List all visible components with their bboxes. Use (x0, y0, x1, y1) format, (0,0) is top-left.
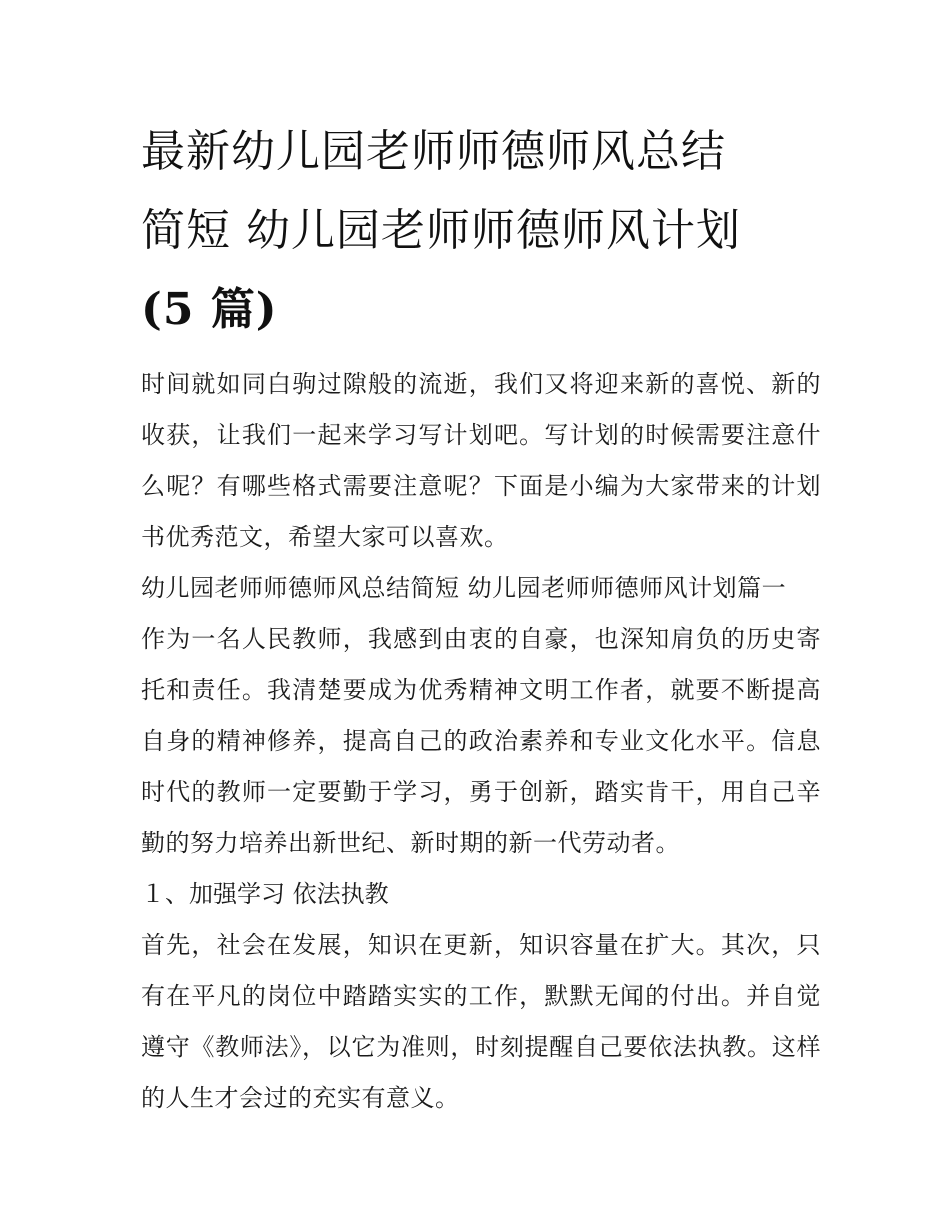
subheading: １、加强学习 依法执教 (141, 880, 389, 908)
document-title (141, 112, 821, 349)
section-title: 幼儿园老师师德师风总结简短 幼儿园老师师德师风计划篇一 (141, 574, 787, 602)
title-line-2: 简短 幼儿园老师师德师风计划 (141, 205, 741, 256)
title-line-1: 最新幼儿园老师师德师风总结 (141, 126, 726, 177)
intro-paragraph: 时间就如同白驹过隙般的流逝，我们又将迎来新的喜悦、新的收获，让我们一起来学习写计划吧。写计划的时候需要注意什么呢？有哪些格式需要注意呢？下面是小编为大家带来的计划书优秀范文，希望大家可以喜欢。 (141, 370, 821, 551)
title-line-3: (5 篇) (141, 284, 278, 335)
body-paragraph-1: 作为一名人民教师，我感到由衷的自豪，也深知肩负的历史寄托和责任。我清楚要成为优秀精神文明工作者，就要不断提高自身的精神修养，提高自己的政治素养和专业文化水平。信息时代的教师一定要勤于学习，勇于创新，踏实肯干，用自己辛勤的努力培养出新世纪、新时期的新一代劳动者。 (141, 625, 821, 857)
body-paragraph-2: 首先，社会在发展，知识在更新，知识容量在扩大。其次，只有在平凡的岗位中踏踏实实的工作，默默无闻的付出。并自觉遵守《教师法》，以它为准则，时刻提醒自己要依法执教。这样的人生才会过的充实有意义。 (141, 931, 821, 1112)
document-page (141, 112, 821, 1124)
